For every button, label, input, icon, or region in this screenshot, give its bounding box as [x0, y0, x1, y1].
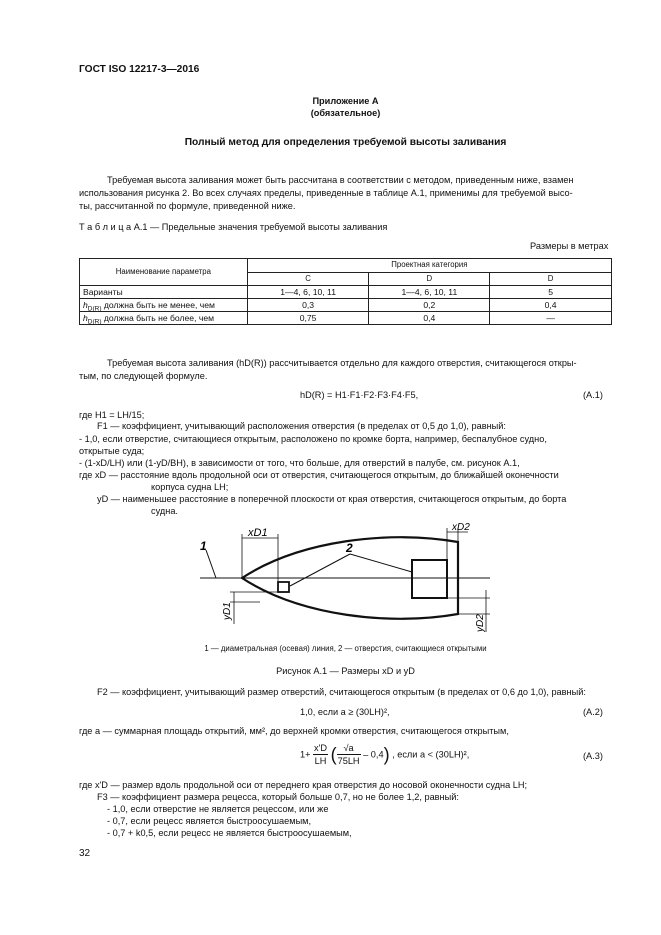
equation-a1: hD(R) = H1·F1·F2·F3·F4·F5,	[300, 390, 419, 400]
table-cell: 0,3	[247, 299, 369, 312]
section-title: Полный метод для определения требуемой высоты заливания	[184, 137, 507, 148]
table-cell: 0,75	[247, 312, 369, 325]
table-cell: 1—4, 6, 10, 11	[247, 286, 369, 299]
page-number: 32	[79, 848, 91, 859]
equation-a3-number: (А.3)	[583, 751, 603, 761]
table-cell-label: $h_{D(R)}$ должна быть не менее, чем	[80, 299, 248, 312]
table-cell: 0,4	[490, 299, 612, 312]
def-h1: где H1 = LH/15;	[79, 410, 145, 420]
document-header: ГОСТ ISO 12217-3—2016	[79, 64, 200, 75]
label-yd2: yD2	[475, 614, 486, 632]
def-yd-1: yD — наименьшее расстояние в поперечной плоскости от края отверстия, считающегося открытым, до борта	[97, 494, 567, 504]
table-row	[80, 312, 612, 325]
def-yd-2: судна.	[151, 506, 178, 516]
limits-table	[79, 258, 612, 325]
def-f3-option2: - 0,7, если рецесс является быстроосушаемым,	[107, 816, 312, 826]
table-header-category: C	[247, 272, 369, 286]
def-f3: F3 — коэффициент размера рецесса, который больше 0,7, но не более 1,2, равный:	[97, 792, 459, 802]
def-xd-1: где xD — расстояние вдоль продольной оси от отверстия, считающегося открытым, до ближайшей оконечности	[79, 470, 559, 480]
table-cell: 0,2	[369, 299, 490, 312]
leader-2a	[290, 554, 350, 586]
equation-a2-number: (А.2)	[583, 707, 603, 717]
label-xd1: xD1	[248, 527, 268, 539]
table-caption: Т а б л и ц а А.1 — Предельные значения требуемой высоты заливания	[79, 222, 388, 232]
def-f1-option1a: - 1,0, если отверстие, считающиеся открытым, расположено по кромке борта, например, беспалубное судно,	[79, 434, 547, 444]
def-xd-2: корпуса судна LH;	[151, 482, 229, 492]
table-cell-label: $h_{D(R)}$ должна быть не более, чем	[80, 312, 248, 325]
figure-legend: 1 — диаметральная (осевая) линия, 2 — отверстия, считающиеся открытыми	[204, 644, 487, 653]
table-header-category: D	[490, 272, 612, 286]
label-yd1: yD1	[222, 602, 233, 620]
leader-1	[206, 550, 216, 578]
table-cell: 5	[490, 286, 612, 299]
def-f1-option2: - (1-xD/LH) или (1-yD/BH), в зависимости от того, что больше, для отверстий в палубе, см. рисунок А.1,	[79, 458, 520, 468]
table-header-param: Наименование параметра	[80, 259, 248, 286]
para1-line-1: Требуемая высота заливания (hD(R)) рассчитывается отдельно для каждого отверстия, считающегося откры-	[107, 358, 577, 368]
table-cell: 1—4, 6, 10, 11	[369, 286, 490, 299]
table-header-group: Проектная категория	[247, 259, 611, 273]
def-xd-prime: где x'D — размер вдоль продольной оси от переднего края отверстия до носовой оконечности судна LH;	[79, 780, 528, 790]
label-xd2: xD2	[452, 522, 470, 533]
table-cell-label: Варианты	[80, 286, 248, 299]
label-2: 2	[346, 541, 353, 555]
appendix-title: Приложение А	[312, 96, 379, 106]
hull-diagram	[190, 520, 500, 632]
intro-line-2: использования рисунка 2. Во всех случаях пределы, приведенные в таблице А.1, применимы для требуемой высо-	[79, 188, 573, 198]
opening-small	[278, 582, 289, 592]
table-cell: 0,4	[369, 312, 490, 325]
para1-line-2: тым, по следующей формуле.	[79, 371, 208, 381]
equation-a3: 1+ $\frac{x'D}{LH}$ ( $\frac{√a}{75LH}$ – 0,4) , если a < (30LH)²,	[300, 743, 470, 767]
opening-large	[412, 560, 447, 598]
table-header-category: D	[369, 272, 490, 286]
equation-a2: 1,0, если a ≥ (30LH)²,	[300, 707, 390, 717]
label-1: 1	[200, 539, 207, 553]
table-row	[80, 299, 612, 312]
figure-caption: Рисунок А.1 — Размеры xD и yD	[276, 666, 415, 676]
table-units: Размеры в метрах	[530, 241, 609, 251]
def-f3-option1: - 1,0, если отверстие не является рецессом, или же	[107, 804, 329, 814]
leader-2b	[350, 554, 412, 572]
def-f3-option3: - 0,7 + k0,5, если рецесс не является быстроосушаемым,	[107, 828, 352, 838]
intro-line-1: Требуемая высота заливания может быть рассчитана в соответствии с методом, приведенным ниже, взамен	[107, 175, 574, 185]
table-cell: —	[490, 312, 612, 325]
def-f2: F2 — коэффициент, учитывающий размер отверстий, считающегося открытым (в пределах от 0,6 до 1,0), равный:	[97, 687, 586, 697]
equation-a1-number: (А.1)	[583, 390, 603, 400]
def-f1-option1b: открытые суда;	[79, 446, 145, 456]
appendix-status: (обязательное)	[310, 108, 381, 118]
def-a: где a — суммарная площадь открытий, мм², до верхней кромки отверстия, считающегося открытым,	[79, 726, 509, 736]
def-f1: F1 — коэффициент, учитывающий расположения отверстия (в пределах от 0,5 до 1,0), равный:	[97, 421, 506, 431]
intro-line-3: ты, рассчитанной по формуле, приведенной ниже.	[79, 201, 296, 211]
table-row	[80, 286, 612, 299]
